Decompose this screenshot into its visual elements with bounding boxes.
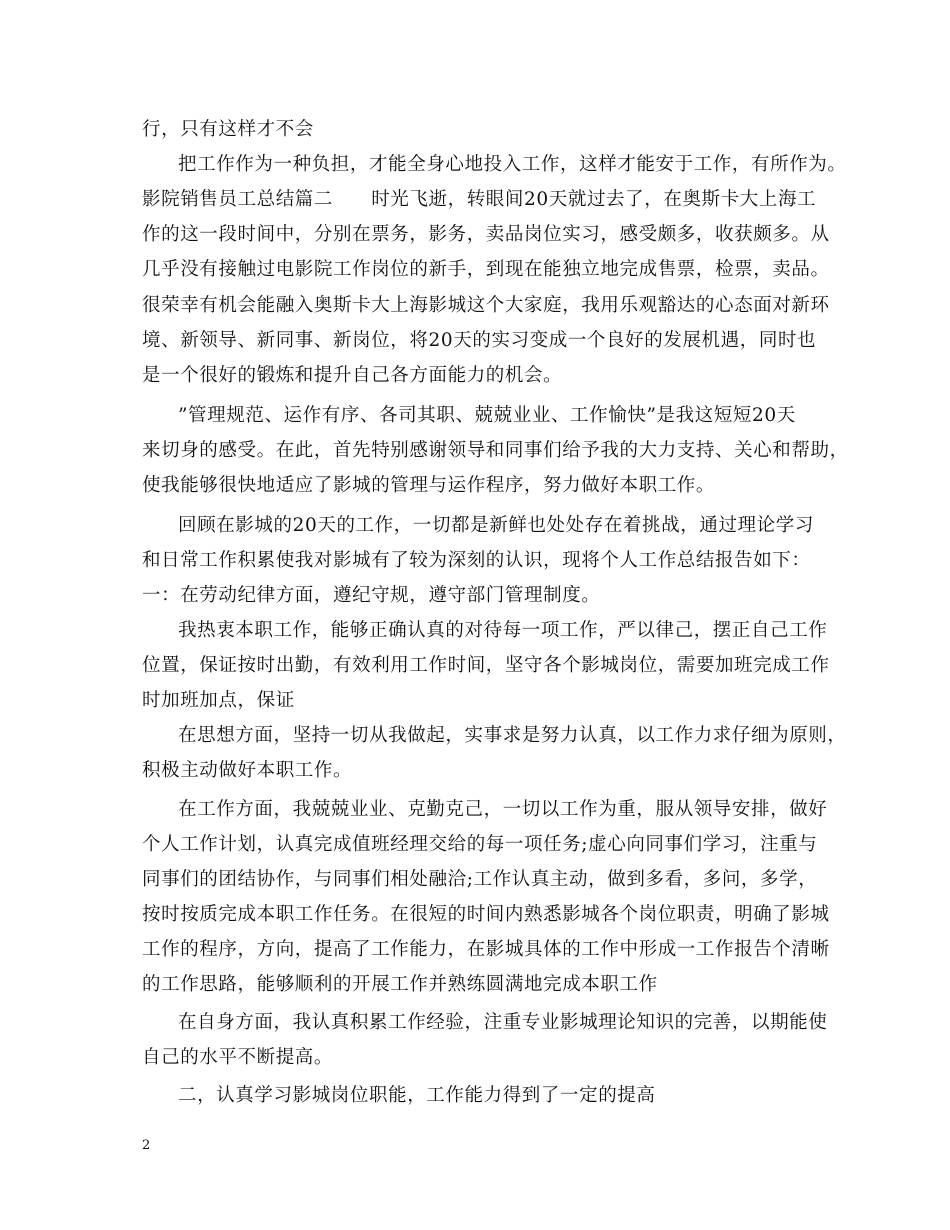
text-line-1: 行，只有这样才不会 xyxy=(142,119,314,140)
text-line-28: 二，认真学习影城岗位职能，工作能力得到了一定的提高 xyxy=(178,1085,656,1106)
text-line-2: 把工作作为一种负担，才能全身心地投入工作，这样才能安于工作，有所作为。 xyxy=(178,154,847,175)
text-line-26: 在自身方面，我认真积累工作经验，注重专业影城理论知识的完善，以期能使 xyxy=(178,1012,828,1033)
text-line-22: 同事们的团结协作，与同事们相处融洽;工作认真主动，做到多看，多问，多学， xyxy=(142,869,818,890)
text-line-10: 来切身的感受。在此，首先特别感谢领导和同事们给予我的大力支持、关心和帮助， xyxy=(142,440,849,461)
text-line-27: 自己的水平不断提高。 xyxy=(142,1047,334,1068)
text-line-23: 按时按质完成本职工作任务。在很短的时间内熟悉影城各个岗位职责，明确了影城 xyxy=(142,904,830,925)
text-line-11: 使我能够很快地适应了影城的管理与运作程序，努力做好本职工作。 xyxy=(142,475,716,496)
text-line-14: 一：在劳动纪律方面，遵纪守规，遵守部门管理制度。 xyxy=(142,585,601,606)
text-line-15: 我热衷本职工作，能够正确认真的对待每一项工作，严以律己，摆正自己工作 xyxy=(178,620,828,641)
text-line-4: 作的这一段时间中，分别在票务，影务，卖品岗位实习，感受颇多，收获颇多。从 xyxy=(142,224,830,245)
text-line-16: 位置，保证按时出勤，有效利用工作时间，坚守各个影城岗位，需要加班完成工作 xyxy=(142,655,830,676)
text-line-6: 很荣幸有机会能融入奥斯卡大上海影城这个大家庭，我用乐观豁达的心态面对新环 xyxy=(142,295,830,316)
text-line-3: 影院销售员工总结篇二 时光飞逝，转眼间20天就过去了，在奥斯卡大上海工 xyxy=(142,189,817,210)
text-line-20: 在工作方面，我兢兢业业、克勤克己，一切以工作为重，服从领导安排，做好 xyxy=(178,799,828,820)
text-line-13: 和日常工作积累使我对影城有了较为深刻的认识，现将个人工作总结报告如下： xyxy=(142,550,811,571)
text-line-19: 积极主动做好本职工作。 xyxy=(142,760,353,781)
text-line-17: 时加班加点，保证 xyxy=(142,690,295,711)
text-line-18: 在思想方面，坚持一切从我做起，实事求是努力认真，以工作力求仔细为原则， xyxy=(178,725,847,746)
text-line-25: 的工作思路，能够顺利的开展工作并熟练圆满地完成本职工作 xyxy=(142,974,658,995)
text-line-21: 个人工作计划，认真完成值班经理交给的每一项任务;虚心向同事们学习，注重与 xyxy=(142,834,818,855)
text-line-7: 境、新领导、新同事、新岗位，将20天的实习变成一个良好的发展机遇，同时也 xyxy=(142,330,817,351)
page-number: 2 xyxy=(142,1138,151,1153)
text-line-12: 回顾在影城的20天的工作，一切都是新鲜也处处存在着挑战，通过理论学习 xyxy=(178,515,814,536)
text-line-8: 是一个很好的锻炼和提升自己各方面能力的机会。 xyxy=(142,365,563,386)
text-line-24: 工作的程序，方向，提高了工作能力，在影城具体的工作中形成一工作报告个清晰 xyxy=(142,939,830,960)
text-line-5: 几乎没有接触过电影院工作岗位的新手，到现在能独立地完成售票，检票，卖品。 xyxy=(142,259,830,280)
text-line-9: ”管理规范、运作有序、各司其职、兢兢业业、工作愉快”是我这短短20天 xyxy=(178,405,796,426)
